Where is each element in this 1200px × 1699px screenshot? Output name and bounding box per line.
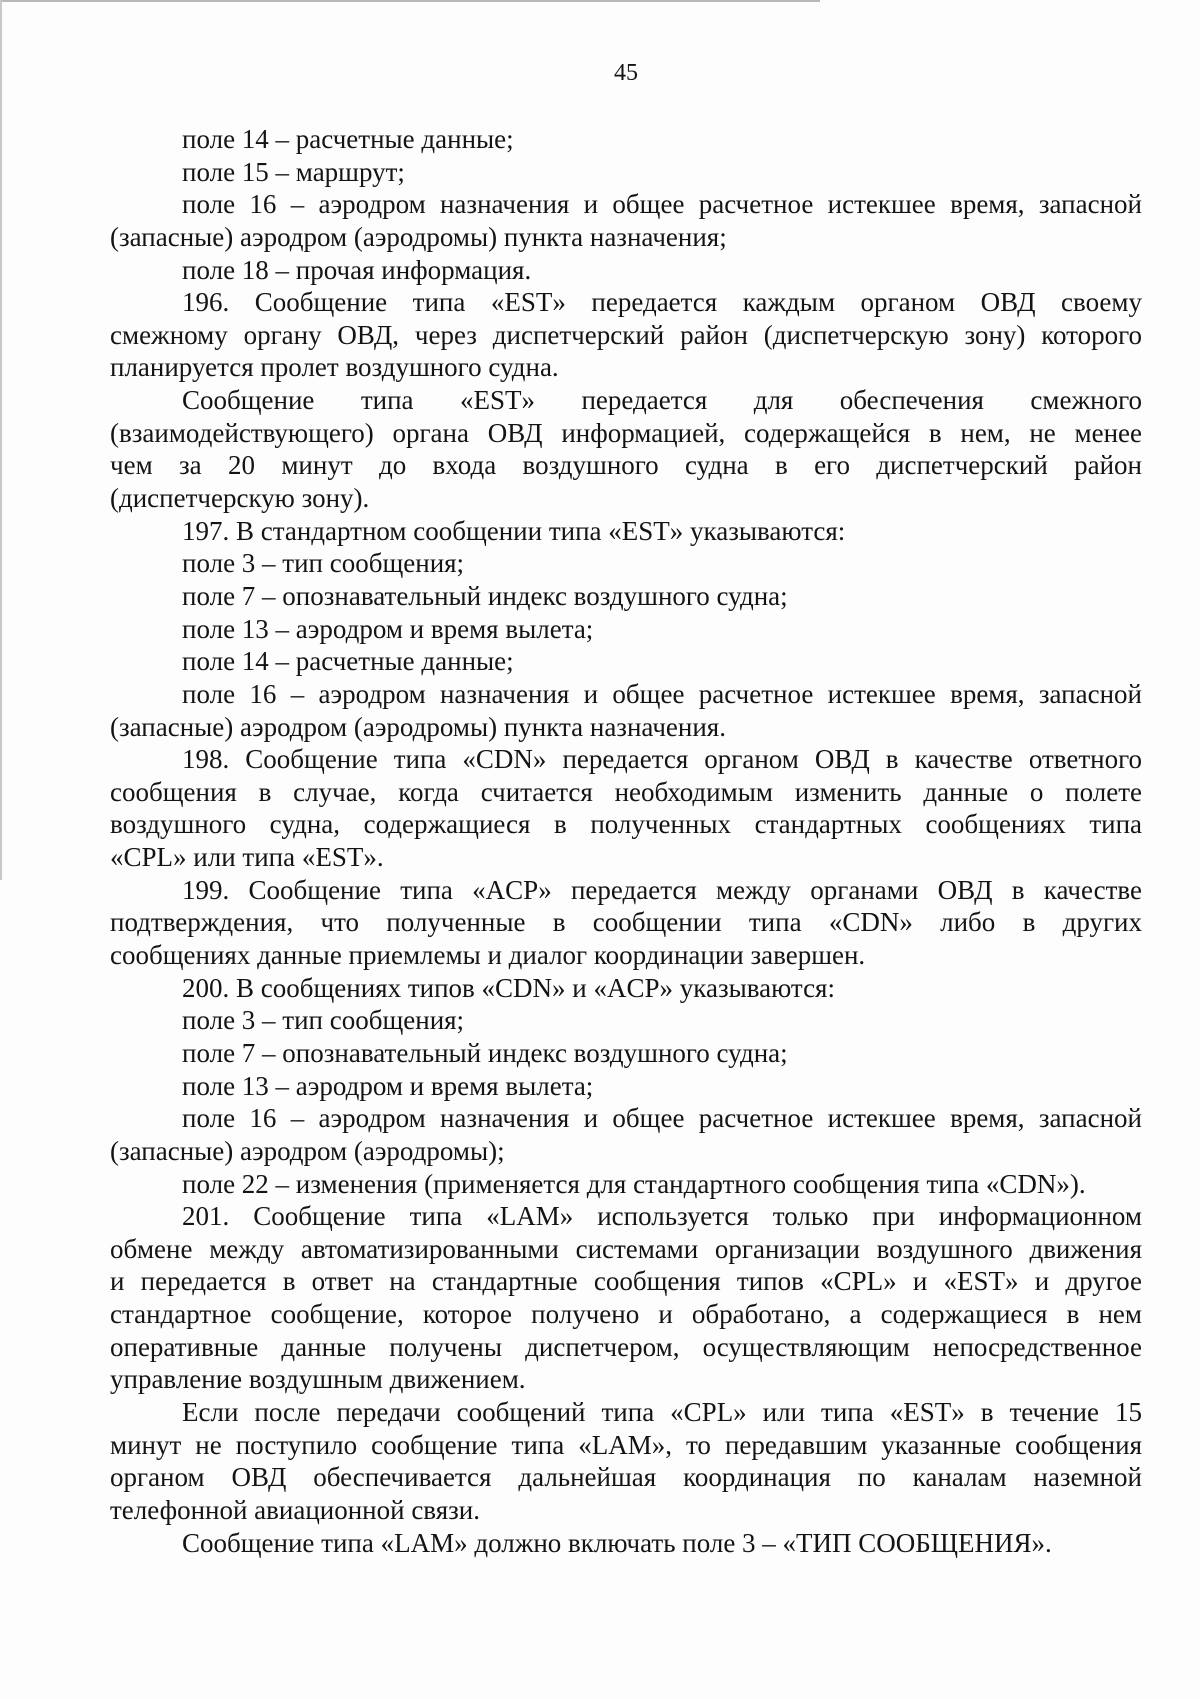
text-line: сообщения в случае, когда считается необходимым изменить данные о полете — [110, 776, 1142, 807]
text-line: подтверждения, что полученные в сообщении типа «CDN» либо в других — [110, 907, 1142, 938]
text-line: органом ОВД обеспечивается дальнейшая координация по каналам наземной — [110, 1462, 1142, 1493]
text-line: (запасные) аэродром (аэродромы) пункта назначения. — [110, 711, 726, 742]
text-line: и передается в ответ на стандартные сообщения типов «CPL» и «EST» и другое — [110, 1266, 1142, 1297]
text-line: (запасные) аэродром (аэродромы) пункта назначения; — [110, 221, 727, 252]
text-line: поле 13 – аэродром и время вылета; — [182, 613, 594, 644]
text-line: поле 3 – тип сообщения; — [182, 1005, 465, 1036]
text-line: телефонной авиационной связи. — [110, 1494, 480, 1525]
text-line: поле 18 – прочая информация. — [182, 254, 532, 285]
text-line: поле 7 – опознавательный индекс воздушного судна; — [182, 580, 788, 611]
text-line: 199. Сообщение типа «ACP» передается между органами ОВД в качестве — [182, 874, 1142, 905]
text-line: (диспетчерскую зону). — [110, 483, 370, 514]
text-line: поле 15 – маршрут; — [182, 156, 405, 187]
text-line: Сообщение типа «LAM» должно включать поле 3 – «ТИП СООБЩЕНИЯ». — [182, 1527, 1052, 1558]
text-line: 200. В сообщениях типов «CDN» и «ACP» указываются: — [182, 972, 835, 1003]
text-line: 201. Сообщение типа «LAM» используется только при информационном — [182, 1201, 1142, 1232]
text-line: поле 7 – опознавательный индекс воздушного судна; — [182, 1037, 788, 1068]
text-line: Сообщение типа «EST» передается для обеспечения смежного — [182, 385, 1142, 416]
page-number: 45 — [614, 60, 638, 86]
text-line: 196. Сообщение типа «EST» передается каждым органом ОВД своему — [182, 287, 1142, 318]
document-body — [110, 123, 1142, 1559]
scan-edge-left — [0, 0, 2, 880]
text-line: поле 16 – аэродром назначения и общее расчетное истекшее время, запасной — [182, 1103, 1142, 1134]
text-line: (взаимодействующего) органа ОВД информацией, содержащейся в нем, не менее — [110, 417, 1142, 448]
text-line: 197. В стандартном сообщении типа «EST» указываются: — [182, 515, 846, 546]
text-line: поле 22 – изменения (применяется для стандартного сообщения типа «CDN»). — [182, 1168, 1086, 1199]
text-line: поле 16 – аэродром назначения и общее расчетное истекшее время, запасной — [182, 678, 1142, 709]
text-line: (запасные) аэродром (аэродромы); — [110, 1135, 505, 1166]
text-line: планируется пролет воздушного судна. — [110, 352, 559, 383]
text-line: поле 16 – аэродром назначения и общее расчетное истекшее время, запасной — [182, 189, 1142, 220]
text-line: сообщениях данные приемлемы и диалог координации завершен. — [110, 940, 866, 971]
text-line: «CPL» или типа «EST». — [110, 842, 384, 873]
text-line: оперативные данные получены диспетчером, осуществляющим непосредственное — [110, 1331, 1142, 1362]
text-line: минут не поступило сообщение типа «LAM», то передавшим указанные сообщения — [110, 1429, 1142, 1460]
text-line: обмене между автоматизированными системами организации воздушного движения — [110, 1233, 1142, 1264]
text-line: стандартное сообщение, которое получено и обработано, а содержащиеся в нем — [110, 1299, 1142, 1330]
text-line: поле 3 – тип сообщения; — [182, 548, 465, 579]
text-line: управление воздушным движением. — [110, 1364, 526, 1395]
scan-edge-top — [0, 0, 820, 2]
text-line: 198. Сообщение типа «CDN» передается органом ОВД в качестве ответного — [182, 744, 1142, 775]
text-line: Если после передачи сообщений типа «CPL» или типа «EST» в течение 15 — [182, 1396, 1142, 1427]
text-line: чем за 20 минут до входа воздушного судна в его диспетчерский район — [110, 450, 1142, 481]
text-line: поле 14 – расчетные данные; — [182, 646, 514, 677]
text-line: поле 14 – расчетные данные; — [182, 124, 514, 154]
text-line: воздушного судна, содержащиеся в полученных стандартных сообщениях типа — [110, 809, 1142, 840]
text-line: поле 13 – аэродром и время вылета; — [182, 1070, 594, 1101]
text-line: смежному органу ОВД, через диспетчерский район (диспетчерскую зону) которого — [110, 319, 1142, 350]
